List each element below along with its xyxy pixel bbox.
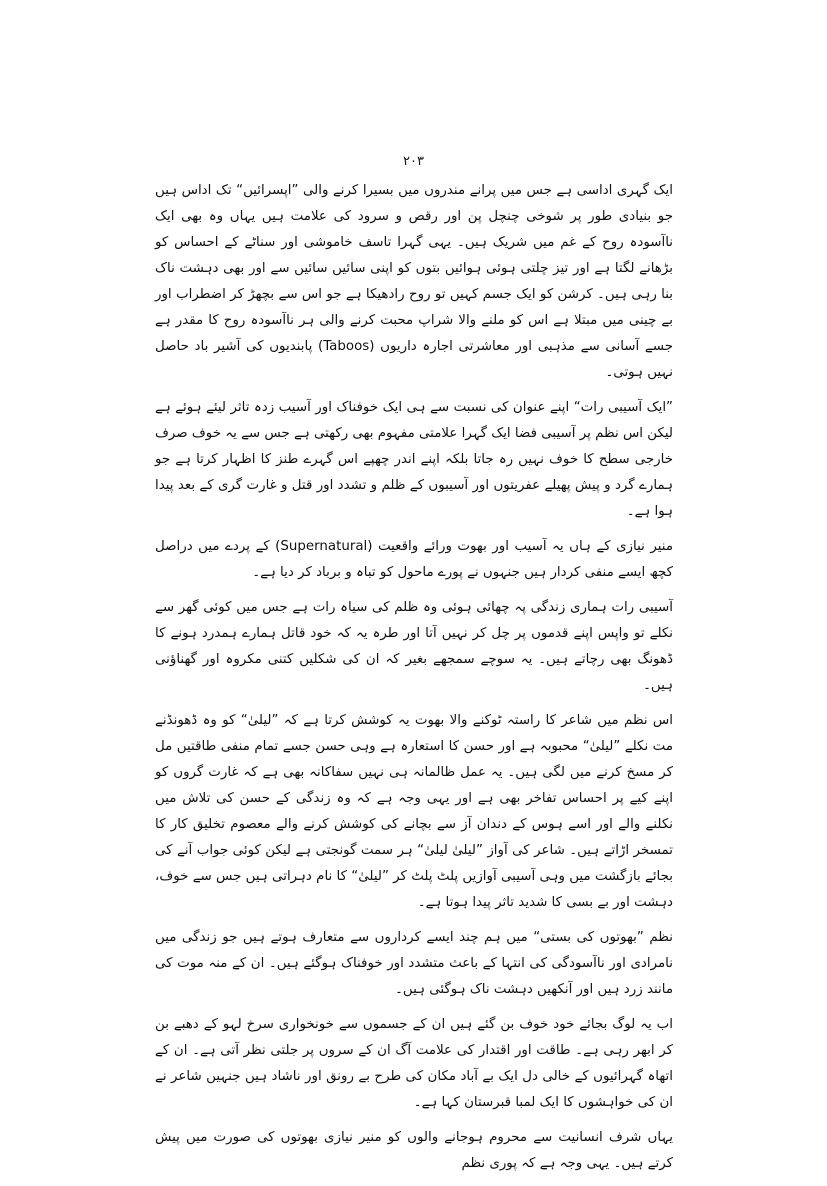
- paragraph-8: یہاں شرف انسانیت سے محروم ہوجانے والوں کو منیر نیازی بھوتوں کی صورت میں پیش کرتے ہیں۔ یہی وجہ ہے کہ پوری نظم: [155, 1130, 673, 1171]
- paragraph-5: اس نظم میں شاعر کا راستہ ٹوکنے والا بھوت یہ کوشش کرتا ہے کہ ”لیلیٰ“ کو وہ ڈھونڈنے مت نکلے ”لیلیٰ“ محبوبہ ہے اور حسن کا استعارہ ہے وہی حسن جسے تمام منفی طاقتیں مل کر مسخ کرنے میں لگی ہیں۔ یہ عمل ظالمانہ ہی نہیں سفاکانہ بھی ہے کہ غارت گروں کو اپنے کیے پر احساس تفاخر بھی ہے اور یہی وجہ ہے کہ وہ زندگی کے حسن کی تلاش میں نکلنے والے اور اسے ہوس کے دندان آز سے بچانے کی کوشش کرنے والے معصوم تخلیق کار کا تمسخر اڑاتے ہیں۔ شاعر کی آواز ”لیلیٰ لیلیٰ“ ہر سمت گونجتی ہے لیکن کوئی جواب آنے کی بجائے بازگشت میں وہی آسیبی آوازیں پلٹ پلٹ کر ”لیلیٰ“ کا نام دہراتی ہیں جس سے خوف، دہشت اور بے بسی کا شدید تاثر پیدا ہوتا ہے۔: [155, 713, 673, 910]
- body-text: [155, 178, 673, 1186]
- paragraph-4: آسیبی رات ہماری زندگی پہ چھائی ہوئی وہ ظلم کی سیاہ رات ہے جس میں کوئی گھر سے نکلے تو واپس اپنے قدموں پر چل کر نہیں آتا اور طرہ یہ کہ خود قاتل ہمارے ہمدرد ہونے کا ڈھونگ بھی رچاتے ہیں۔ یہ سوچے سمجھے بغیر کہ ان کی شکلیں کتنی مکروہ اور گھناؤنی ہیں۔: [155, 600, 673, 693]
- paragraph-3: منیر نیازی کے ہاں یہ آسیب اور بھوت ورائے واقعیت (Supernatural) کے پردے میں دراصل کچھ ایسے منفی کردار ہیں جنہوں نے پورے ماحول کو تباہ و برباد کر دیا ہے۔: [155, 539, 673, 580]
- paragraph-7: اب یہ لوگ بجائے خود خوف بن گئے ہیں ان کے جسموں سے خونخواری سرخ لہو کے دھبے بن کر ابھر رہی ہے۔ طاقت اور اقتدار کی علامت آگ ان کے سروں پر جلتی نظر آتی ہے۔ ان کے اتھاہ گہرائیوں کے خالی دل ایک بے آباد مکان کی طرح بے رونق اور ناشاد ہیں جنہیں شاعر نے ان کی خواہشوں کا ایک لمبا قبرستان کہا ہے۔: [155, 1017, 673, 1110]
- page-number: ۲۰۳: [403, 154, 424, 169]
- paragraph-1: ایک گہری اداسی ہے جس میں پرانے مندروں میں بسیرا کرنے والی ”اپسرائیں“ تک اداس ہیں جو بنیادی طور پر شوخی چنچل پن اور رقص و سرود کی علامت ہیں یہاں وہ بھی ایک ناآسودہ روح کے غم میں شریک ہیں۔ یہی گہرا تاسف خاموشی اور سناٹے کے احساس کو بڑھانے لگتا ہے اور تیز چلتی ہوئی ہوائیں بتوں کو اپنی سائیں سائیں سے اور بھی دہشت ناک بنا رہی ہیں۔ کرشن کو ایک جسم کہیں تو روح رادھیکا ہے جو اس سے بچھڑ کر اضطراب اور بے چینی میں مبتلا ہے اس کو ملنے والا شراپ محبت کرنے والی ہر ناآسودہ روح کا مقدر ہے جسے آسانی سے مذہبی اور معاشرتی اجارہ داریوں (Taboos) پابندیوں کی آشیر باد حاصل نہیں ہوتی۔: [155, 183, 673, 380]
- paragraph-6: نظم ”بھوتوں کی بستی“ میں ہم چند ایسے کرداروں سے متعارف ہوتے ہیں جو زندگی میں نامرادی اور ناآسودگی کی انتہا کے باعث متشدد اور خوفناک ہوگئے ہیں۔ ان کے منہ موت کی مانند زرد ہیں اور آنکھیں دہشت ناک ہوگئی ہیں۔: [155, 930, 673, 997]
- paragraph-2: ”ایک آسیبی رات“ اپنے عنوان کی نسبت سے ہی ایک خوفناک اور آسیب زدہ تاثر لیئے ہوئے ہے لیکن اس نظم پر آسیبی فضا ایک گہرا علامتی مفہوم بھی رکھتی ہے جس سے یہ خوف صرف خارجی سطح کا خوف نہیں رہ جاتا بلکہ اپنے اندر چھپے اس گہرے طنز کا اظہار کرتا ہے جو ہمارے گرد و پیش پھیلے عفریتوں اور آسیبوں کے ظلم و تشدد اور قتل و غارت گری کے بعد پیدا ہوا ہے۔: [155, 400, 673, 519]
